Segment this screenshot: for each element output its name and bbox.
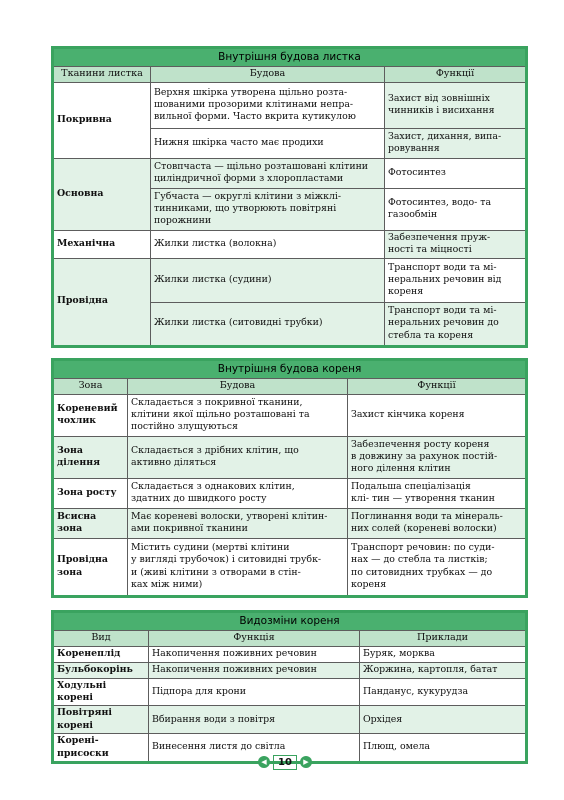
mods-header-function: Функція bbox=[149, 631, 360, 647]
leaf-header-structure: Будова bbox=[151, 67, 385, 83]
page-number: 10 bbox=[273, 755, 297, 770]
page-number-footer bbox=[258, 754, 312, 770]
mods-header-kind: Вид bbox=[53, 631, 149, 647]
leaf-function-cell: Захист, дихання, випа- ровування bbox=[385, 128, 527, 158]
triangle-right-icon: ▶ bbox=[300, 756, 312, 768]
leaf-function-cell: Транспорт води та мі- неральних речовин від кореня bbox=[385, 258, 527, 302]
mods-examples-cell: Буряк, морква bbox=[360, 646, 527, 662]
leaf-structure-cell: Губчаста — округлі клітини з міжклі- тинниками, що утворюють повітряні порожнини bbox=[151, 188, 385, 230]
leaf-header-function: Функції bbox=[385, 67, 527, 83]
mods-kind-cell: Коренеплід bbox=[53, 646, 149, 662]
mods-examples-cell: Панданус, кукурудза bbox=[360, 678, 527, 706]
leaf-structure-cell: Нижня шкірка часто має продихи bbox=[151, 128, 385, 158]
mods-table-title: Видозміни кореня bbox=[53, 612, 527, 631]
leaf-structure-cell: Жилки листка (судини) bbox=[151, 258, 385, 302]
root-structure-table bbox=[51, 358, 528, 598]
leaf-tissue-cell: Провідна bbox=[53, 258, 151, 346]
mods-examples-cell: Плющ, омела bbox=[360, 734, 527, 763]
mods-kind-cell: Бульбокорінь bbox=[53, 662, 149, 678]
mods-function-cell: Вбирання води з повітря bbox=[149, 706, 360, 734]
root-function-cell: Подальша спеціалізація клі- тин — утворення тканин bbox=[348, 478, 527, 508]
leaf-function-cell: Фотосинтез, водо- та газообмін bbox=[385, 188, 527, 230]
leaf-structure-cell: Жилки листка (волокна) bbox=[151, 230, 385, 258]
mods-examples-cell: Орхідея bbox=[360, 706, 527, 734]
leaf-tissue-cell: Покривна bbox=[53, 82, 151, 158]
mods-examples-cell: Жоржина, картопля, батат bbox=[360, 662, 527, 678]
triangle-left-icon: ◀ bbox=[258, 756, 270, 768]
mods-kind-cell: Повітряні корені bbox=[53, 706, 149, 734]
root-function-cell: Забезпечення росту кореня в довжину за рахунок постій- ного ділення клітин bbox=[348, 436, 527, 478]
leaf-tissue-cell: Механічна bbox=[53, 230, 151, 258]
mods-kind-cell: Корені-присоски bbox=[53, 734, 149, 763]
root-structure-cell: Містить судини (мертві клітини у вигляді трубочок) і ситовидні трубк- и (живі клітини з отворами в стін- ках між ними) bbox=[128, 538, 348, 596]
root-structure-cell: Складається з дрібних клітин, що активно діляться bbox=[128, 436, 348, 478]
root-zone-cell: Всисна зона bbox=[53, 508, 128, 538]
root-function-cell: Транспорт речовин: по суди- нах — до стебла та листків; по ситовидних трубках — до кореня bbox=[348, 538, 527, 596]
root-table-title: Внутрішня будова кореня bbox=[53, 360, 527, 379]
leaf-header-tissue: Тканини листка bbox=[53, 67, 151, 83]
root-function-cell: Поглинання води та мінераль- них солей (кореневі волоски) bbox=[348, 508, 527, 538]
leaf-structure-cell: Жилки листка (ситовидні трубки) bbox=[151, 302, 385, 346]
leaf-structure-cell: Стовпчаста — щільно розташовані клітини циліндричної форми з хлоропластами bbox=[151, 158, 385, 188]
root-modifications-table bbox=[51, 610, 528, 764]
mods-function-cell: Винесення листя до світла bbox=[149, 734, 360, 763]
root-zone-cell: Зона росту bbox=[53, 478, 128, 508]
leaf-function-cell: Забезпечення пруж- ності та міцності bbox=[385, 230, 527, 258]
root-header-structure: Будова bbox=[128, 379, 348, 395]
leaf-tissue-cell: Основна bbox=[53, 158, 151, 230]
root-function-cell: Захист кінчика кореня bbox=[348, 394, 527, 436]
mods-header-examples: Приклади bbox=[360, 631, 527, 647]
root-header-function: Функції bbox=[348, 379, 527, 395]
root-structure-cell: Складається з покривної тканини, клітини якої щільно розташовані та постійно злущуються bbox=[128, 394, 348, 436]
mods-function-cell: Накопичення поживних речовин bbox=[149, 646, 360, 662]
root-structure-cell: Має кореневі волоски, утворені клітин- ами покривної тканини bbox=[128, 508, 348, 538]
leaf-structure-cell: Верхня шкірка утворена щільно розта- шованими прозорими клітинами непра- вильної форми. Часто вкрита кутикулою bbox=[151, 82, 385, 128]
leaf-structure-table bbox=[51, 46, 528, 348]
mods-kind-cell: Ходульні корені bbox=[53, 678, 149, 706]
mods-function-cell: Накопичення поживних речовин bbox=[149, 662, 360, 678]
root-zone-cell: Зона ділення bbox=[53, 436, 128, 478]
leaf-function-cell: Фотосинтез bbox=[385, 158, 527, 188]
root-zone-cell: Кореневий чохлик bbox=[53, 394, 128, 436]
leaf-function-cell: Транспорт води та мі- неральних речовин до стебла та кореня bbox=[385, 302, 527, 346]
root-header-zone: Зона bbox=[53, 379, 128, 395]
leaf-table-title: Внутрішня будова листка bbox=[53, 48, 527, 67]
root-zone-cell: Провідна зона bbox=[53, 538, 128, 596]
root-structure-cell: Складається з однакових клітин, здатних до швидкого росту bbox=[128, 478, 348, 508]
leaf-function-cell: Захист від зовнішніх чинників і висихання bbox=[385, 82, 527, 128]
mods-function-cell: Підпора для крони bbox=[149, 678, 360, 706]
